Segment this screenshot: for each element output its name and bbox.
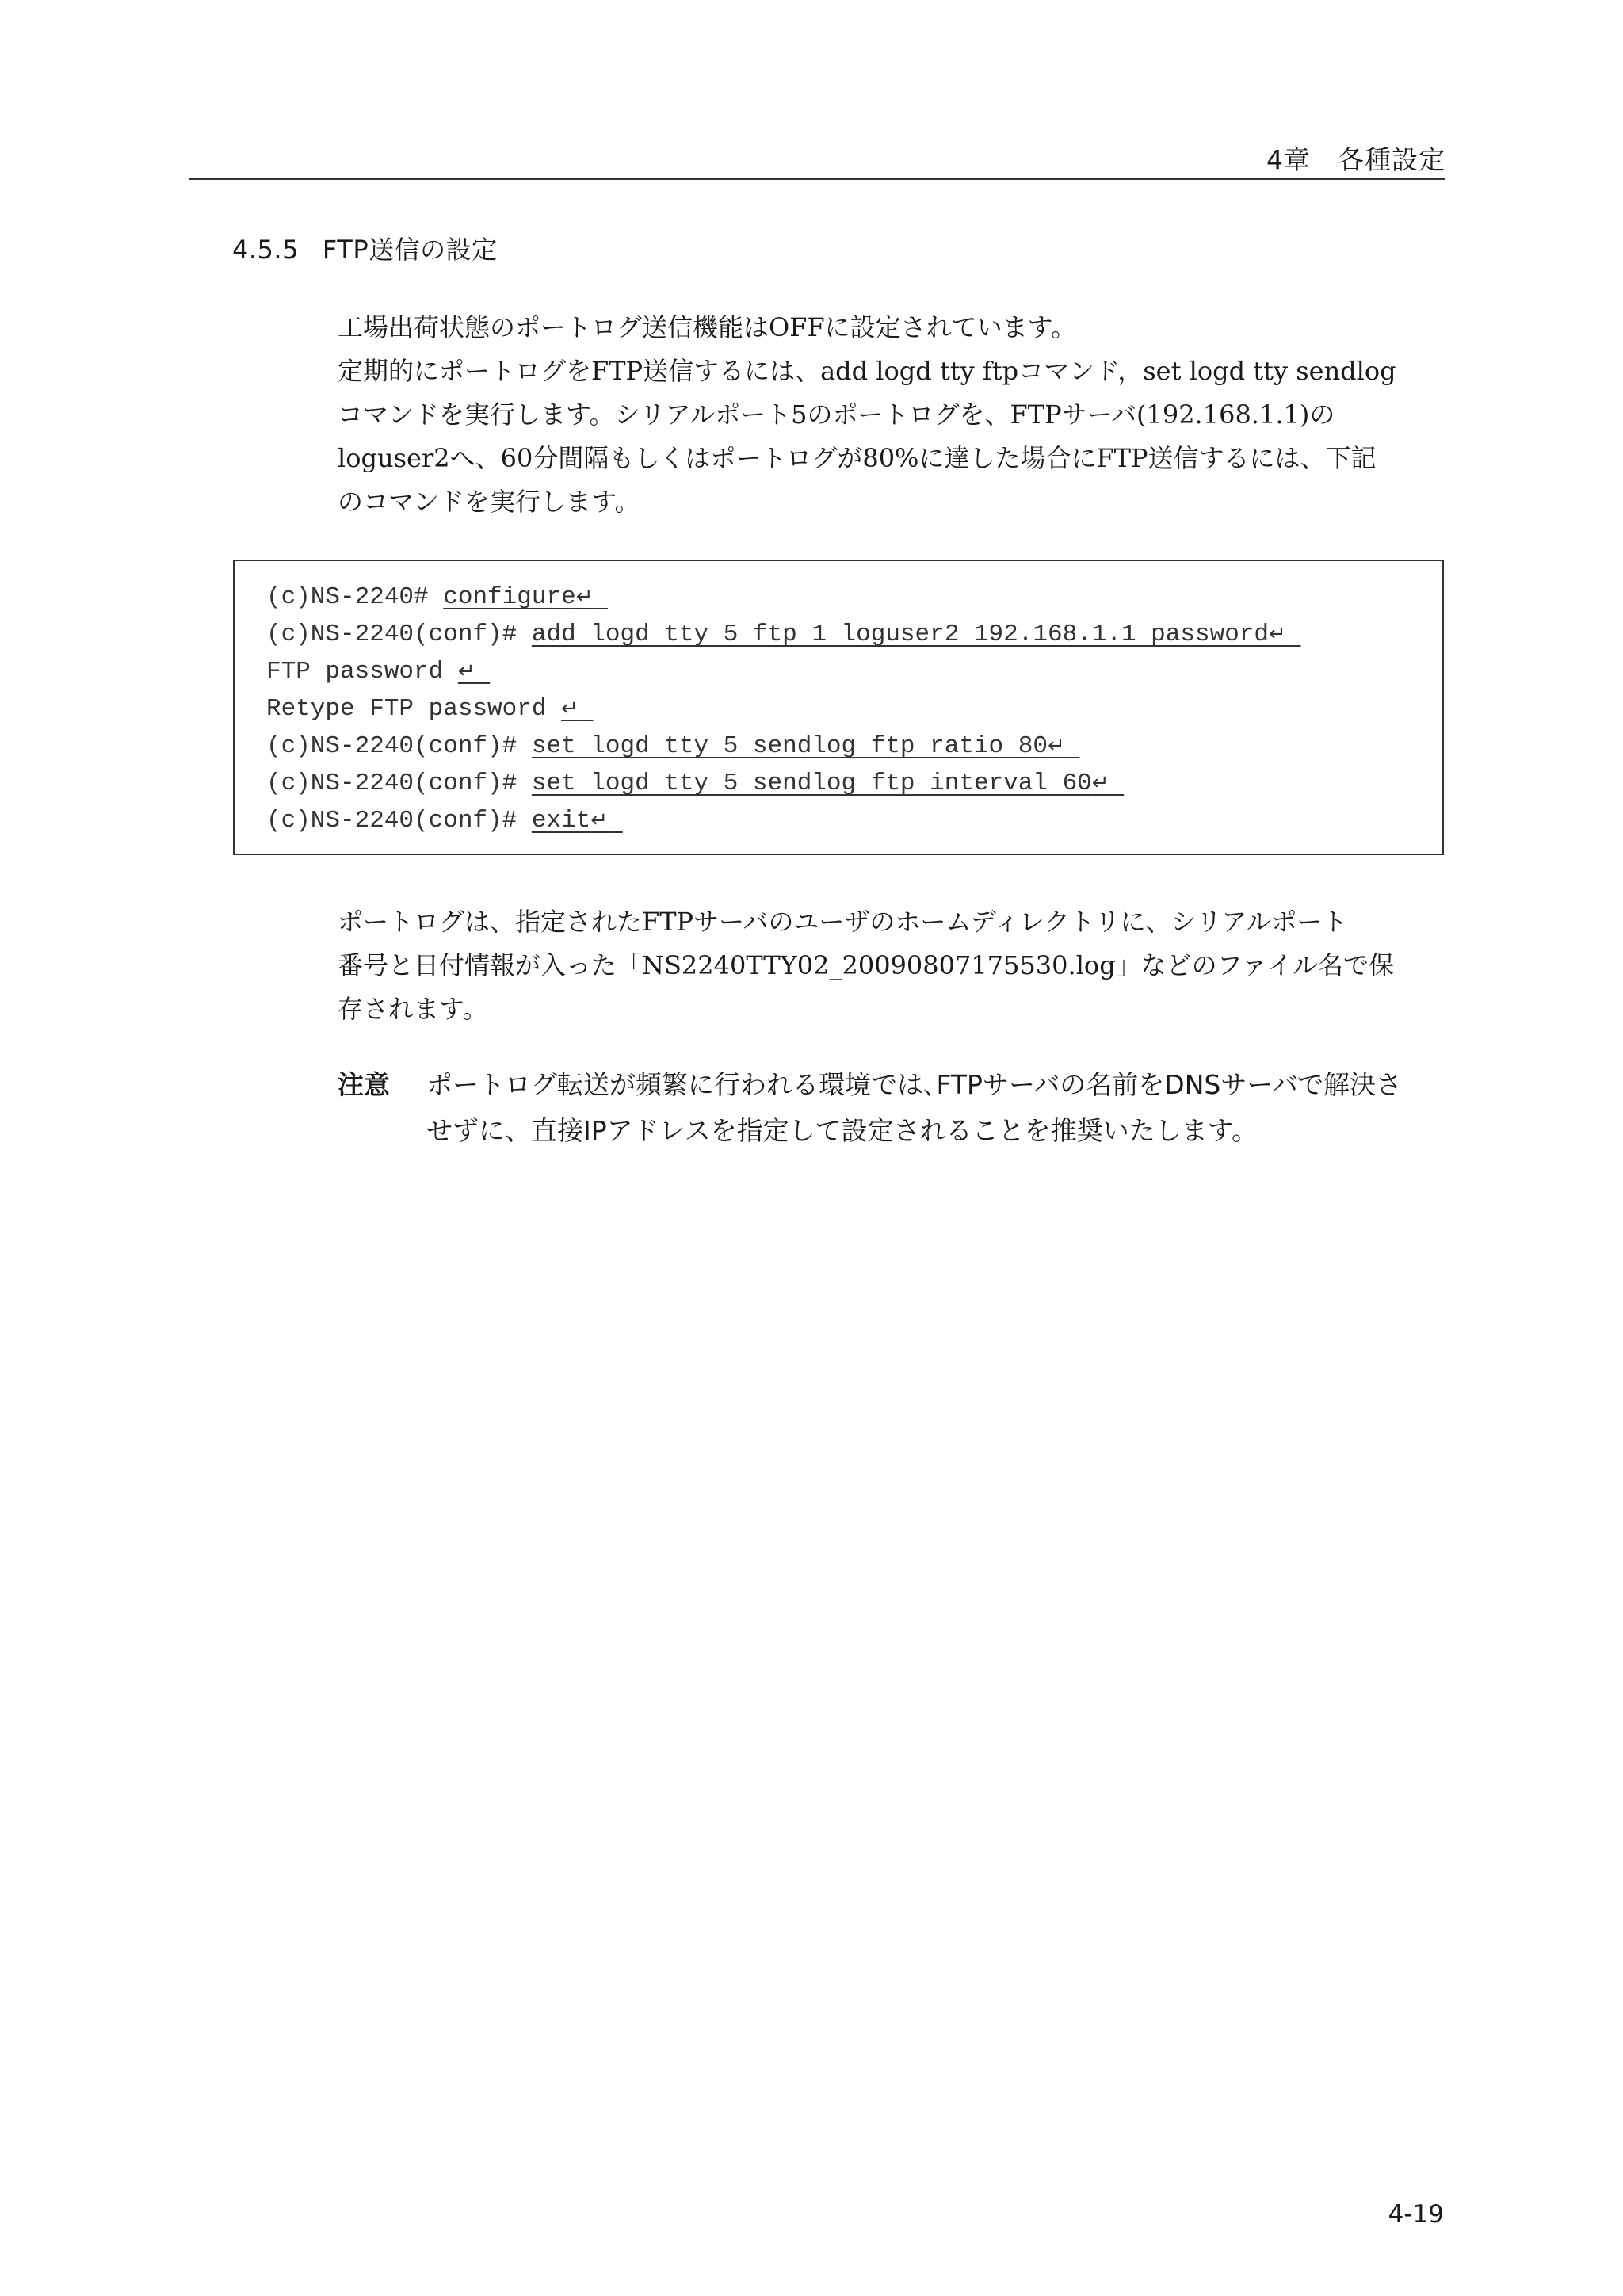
command-prompt: (c)NS-2240(conf)#: [266, 807, 532, 835]
command-prompt: (c)NS-2240(conf)#: [266, 770, 532, 797]
command-prompt: FTP password: [266, 658, 458, 686]
intro-line: コマンドを実行します。シリアルポート5のポートログを、FTPサーバ(192.168.1.1)の: [338, 399, 1335, 430]
intro-line: loguser2へ、60分間隔もしくはポートログが80%に達した場合にFTP送信するには、下記: [338, 443, 1377, 473]
result-line: 番号と日付情報が入った「NS2240TTY02_20090807175530.log」などのファイル名で保: [338, 950, 1395, 980]
section-title-text: FTP送信の設定: [322, 235, 498, 265]
command-input: set logd tty 5 sendlog ftp interval 60↵: [531, 770, 1109, 797]
command-prompt: (c)NS-2240(conf)#: [266, 732, 532, 760]
command-prompt: (c)NS-2240#: [266, 583, 444, 611]
enter-key-icon: ↵: [457, 659, 475, 683]
command-line: [266, 579, 1442, 616]
command-prompt: Retype FTP password: [266, 695, 562, 723]
command-line: [266, 653, 1442, 690]
enter-key-icon: ↵: [1091, 771, 1109, 795]
intro-line: のコマンドを実行します。: [338, 487, 640, 517]
caution-line: ポートログ転送が頻繁に行われる環境では､FTPサーバの名前をDNSサーバで解決さ: [426, 1069, 1403, 1100]
enter-key-icon: ↵: [561, 697, 579, 720]
chapter-header: 4章 各種設定: [1266, 144, 1445, 175]
command-line: [266, 690, 1442, 728]
command-line: [266, 765, 1442, 802]
enter-key-icon: ↵: [1047, 734, 1065, 758]
caution-note: [338, 1062, 1449, 1154]
intro-line: 定期的にポートログをFTP送信するには、add logd tty ftpコマンド，set logd tty sendlog: [338, 356, 1396, 386]
command-line: [266, 802, 1442, 839]
result-paragraph: [338, 900, 1449, 1031]
command-line: [266, 616, 1442, 653]
header-rule: [189, 178, 1445, 180]
enter-key-icon: ↵: [1269, 622, 1286, 646]
command-input: exit↵: [531, 807, 609, 835]
enter-key-icon: ↵: [590, 808, 609, 832]
enter-key-icon: ↵: [575, 585, 594, 609]
intro-paragraph: [338, 306, 1449, 524]
command-input: add logd tty 5 ftp 1 loguser2 192.168.1.1 password↵: [531, 621, 1286, 648]
command-line: [266, 728, 1442, 765]
caution-label: 注意: [338, 1069, 390, 1100]
command-prompt: (c)NS-2240(conf)#: [266, 621, 532, 648]
command-input: set logd tty 5 sendlog ftp ratio 80↵: [531, 732, 1065, 760]
command-example-box: [233, 560, 1444, 855]
command-input: configure↵: [443, 583, 594, 611]
section-title: [232, 230, 498, 266]
intro-line: 工場出荷状態のポートログ送信機能はOFFに設定されています。: [338, 312, 1077, 342]
section-number: 4.5.5: [232, 235, 299, 265]
page-number: 4-19: [1388, 2200, 1444, 2229]
caution-line: せずに、直接IPアドレスを指定して設定されることを推奨いたします。: [426, 1115, 1258, 1146]
command-input: [561, 695, 593, 723]
caution-body: [426, 1062, 1449, 1154]
result-line: 存されます。: [338, 994, 488, 1024]
result-line: ポートログは、指定されたFTPサーバのユーザのホームディレクトリに、シリアルポート: [338, 907, 1348, 937]
command-input: [458, 658, 490, 686]
